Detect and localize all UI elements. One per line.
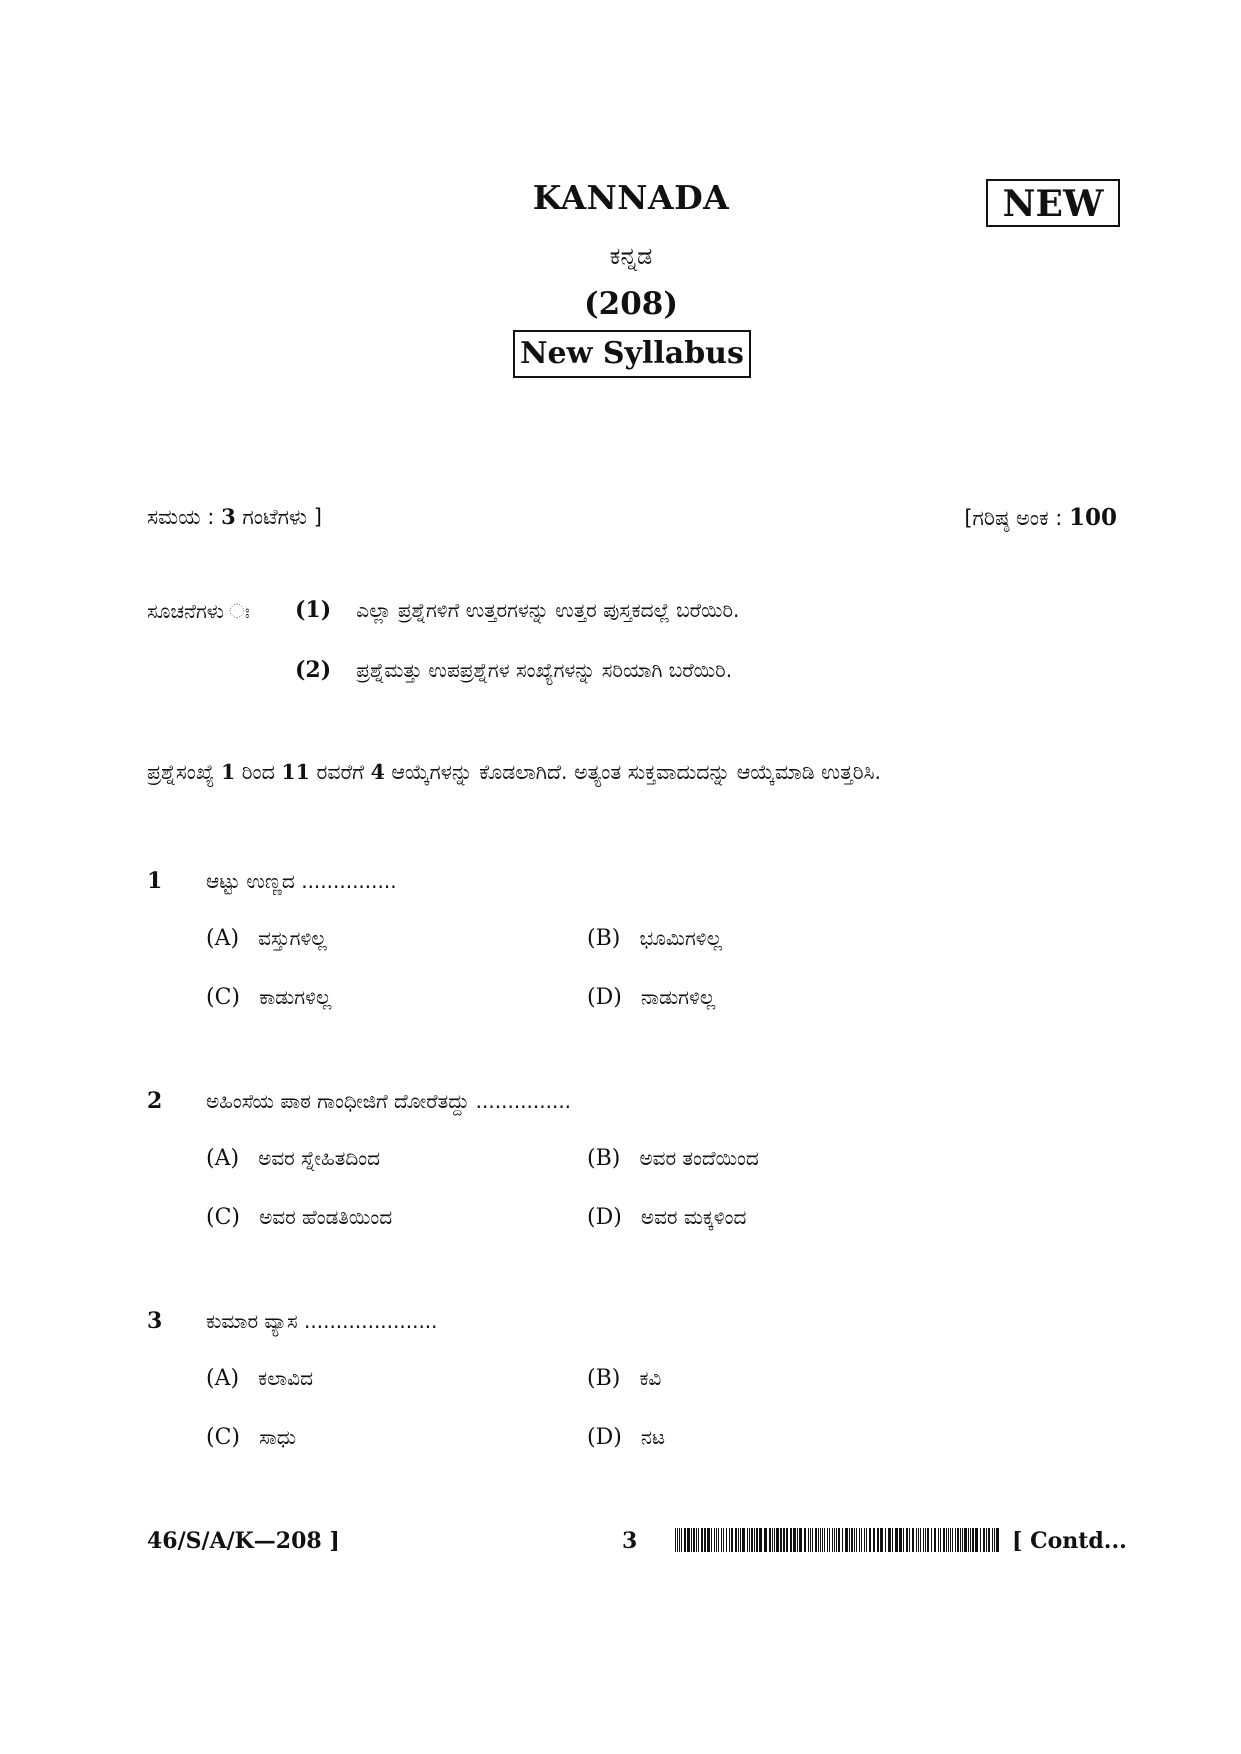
general-instruction-part: ಆಯ್ಕೆಗಳನ್ನು ಕೊಡಲಾಗಿದೆ. ಅತ್ಯಂತ ಸುಕ್ತವಾದುದನ್ನು ಆಯ್ಕೆಮಾಡಿ ಉತ್ತರಿಸಿ.: [391, 760, 881, 784]
time-label: ಸಮಯ :: [147, 505, 215, 529]
instruction-text: ಪ್ರಶ್ನೆಮತ್ತು ಉಪಪ್ರಶ್ನೆಗಳ ಸಂಖ್ಯೆಗಳನ್ನು ಸರಿಯಾಗಿ ಬರೆಯಿರಿ.: [356, 658, 733, 682]
option-text: ಕವಿ: [639, 1366, 662, 1390]
option-text: ಅವರ ಮಕ್ಕಳಿಂದ: [640, 1205, 747, 1229]
option-letter: (D): [587, 985, 622, 1010]
time-allowed: [147, 504, 322, 530]
option-letter: (B): [587, 926, 621, 951]
question-text: ಕುಮಾರ ವ್ಯಾಸ .....................: [206, 1309, 438, 1333]
option-letter: (C): [206, 985, 240, 1010]
option: [587, 1425, 665, 1450]
question-item: [147, 1308, 162, 1334]
max-marks: [964, 504, 1117, 531]
option: [587, 1366, 661, 1391]
option-letter: (A): [206, 1146, 240, 1171]
page-number: 3: [622, 1528, 638, 1554]
question-number: 3: [147, 1308, 163, 1334]
instruction-number: (1): [295, 597, 332, 623]
option-text: ಅವರ ಸ್ನೇಹಿತದಿಂದ: [258, 1146, 381, 1170]
marks-label: [ಗರಿಷ್ಠ ಅಂಕ :: [964, 506, 1063, 530]
option: [587, 1146, 759, 1171]
option-letter: (B): [587, 1366, 621, 1391]
option-letter: (C): [206, 1205, 240, 1230]
instruction-text: ಎಲ್ಲಾ ಪ್ರಶ್ನೆಗಳಿಗೆ ಉತ್ತರಗಳನ್ನು ಉತ್ತರ ಪುಸ್ತಕದಲ್ಲೆ ಬರೆಯಿರಿ.: [356, 598, 740, 622]
option-letter: (C): [206, 1425, 240, 1450]
option-letter: (D): [587, 1205, 622, 1230]
option: [206, 1425, 296, 1450]
general-instruction-part: ರವರೆಗೆ: [316, 760, 365, 784]
option: [206, 1146, 380, 1171]
option-text: ಅವರ ಹೆಂಡತಿಯಿಂದ: [259, 1205, 393, 1229]
general-instruction-number: 1: [220, 760, 236, 784]
time-value: 3: [221, 504, 236, 529]
option-text: ಭೂಮಿಗಳಿಲ್ಲ: [639, 926, 723, 950]
general-instruction: [147, 760, 881, 785]
option: [587, 985, 715, 1010]
instruction-number: (2): [295, 657, 332, 683]
option-text: ಕಾಡುಗಳಿಲ್ಲ: [259, 985, 332, 1009]
option-letter: (B): [587, 1146, 621, 1171]
question-item: [147, 868, 162, 894]
subject-title-kannada: ಕನ್ನಡ: [609, 242, 653, 270]
option: [206, 1366, 313, 1391]
question-text: ಆಟ್ಟು ಉಣ್ಣದ ...............: [206, 869, 397, 893]
question-number: 2: [147, 1088, 163, 1114]
option-text: ಕಲಾವಿದ: [258, 1366, 313, 1390]
question-text: ಅಹಿಂಸೆಯ ಪಾಠ ಗಾಂಧೀಜಿಗೆ ದೋರೆತದ್ದು ...............: [206, 1089, 572, 1113]
option-text: ವಸ್ತುಗಳಿಲ್ಲ: [258, 926, 327, 950]
instructions-label: ಸೂಚನೆಗಳು ಃ: [147, 599, 250, 623]
question-number: 1: [147, 868, 163, 894]
option-letter: (A): [206, 1366, 240, 1391]
question-item: [147, 1088, 162, 1114]
option-text: ನಾಡುಗಳಿಲ್ಲ: [640, 985, 716, 1009]
instruction-item: [295, 597, 739, 623]
general-instruction-number: 4: [370, 760, 385, 784]
option-text: ನಟ: [640, 1425, 666, 1449]
syllabus-box: New Syllabus: [513, 330, 751, 378]
subject-title: KANNADA: [532, 178, 730, 217]
option: [206, 1205, 392, 1230]
instruction-item: [295, 657, 732, 683]
option-letter: (D): [587, 1425, 622, 1450]
option: [206, 985, 331, 1010]
option: [587, 1205, 746, 1230]
time-unit: ಗಂಟೆಗಳು ]: [242, 505, 322, 529]
general-instruction-part: ಪ್ರಶ್ನೆಸಂಖ್ಯೆ: [147, 760, 215, 784]
option-text: ಸಾಧು: [259, 1425, 297, 1449]
option-letter: (A): [206, 926, 240, 951]
general-instruction-number: 11: [281, 760, 310, 784]
continued-label: [ Contd...: [1012, 1528, 1127, 1554]
new-badge: NEW: [986, 179, 1120, 227]
footer-paper-code: 46/S/A/K—208 ]: [147, 1528, 340, 1554]
paper-code: (208): [583, 286, 679, 322]
general-instruction-part: ರಿಂದ: [241, 760, 275, 784]
option-text: ಅವರ ತಂದೆಯಿಂದ: [639, 1146, 759, 1170]
option: [206, 926, 327, 951]
barcode: [675, 1528, 1003, 1552]
option: [587, 926, 722, 951]
marks-value: 100: [1068, 504, 1117, 531]
